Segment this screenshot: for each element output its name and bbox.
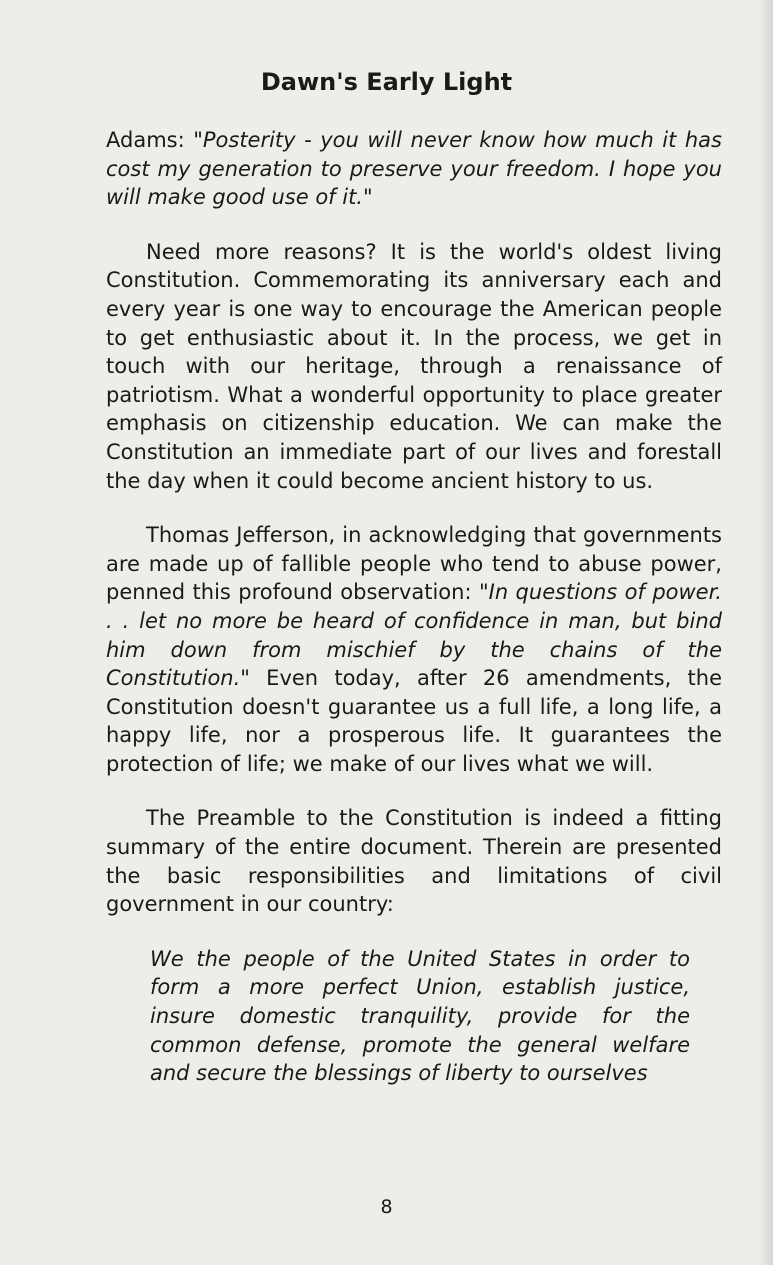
jefferson-lead: Thomas Jefferson, in acknowledging that governments are made up of fallible people who tend to abuse power, penned this profound observation: <box>106 523 722 605</box>
paragraph-reasons: Need more reasons? It is the world's oldest living Constitution. Commemorating its anniversary each and every year is one way to encourage the American people to get enthusiastic about it. In the process, we get in touch with our heritage, through a renaissance of patriotism. What a wonderful opportunity to place greater emphasis on citizenship education. We can make the Constitution an immediate part of our lives and forestall the day when it could become ancient history to us. <box>106 239 722 493</box>
body-text <box>106 126 722 1088</box>
paragraph-preamble-intro: The Preamble to the Constitution is indeed a fitting summary of the entire document. Therein are presented the basic responsibilities and limitations of civil government in our country: <box>106 806 722 917</box>
page-number: 8 <box>380 1196 393 1218</box>
adams-quote: "Posterity - you will never know how much it has cost my generation to preserve your freedom. I hope you will make good use of it." <box>106 128 722 210</box>
speaker-label: Adams: <box>106 128 185 152</box>
jefferson-trail: Even today, after 26 amendments, the Constitution doesn't guarantee us a full life, a long life, a happy life, nor a prosperous life. It guarantees the protection of life; we make of our lives what we will. <box>106 666 722 776</box>
jefferson-quote: "In questions of power. . . let no more be heard of confidence in man, but bind him down from mischief by the chains of the Constitution." <box>106 580 722 691</box>
page-edge-shadow <box>759 0 773 1265</box>
chapter-header: Dawn's Early Light <box>260 68 513 96</box>
paragraph-adams-quote <box>106 126 722 212</box>
preamble-quote: We the people of the United States in order to form a more perfect Union, establish justice, insure domestic tranquility, provide for the common defense, promote the general welfare and secure the blessings of liberty to ourselves <box>150 946 690 1086</box>
paragraph-jefferson <box>106 521 722 778</box>
